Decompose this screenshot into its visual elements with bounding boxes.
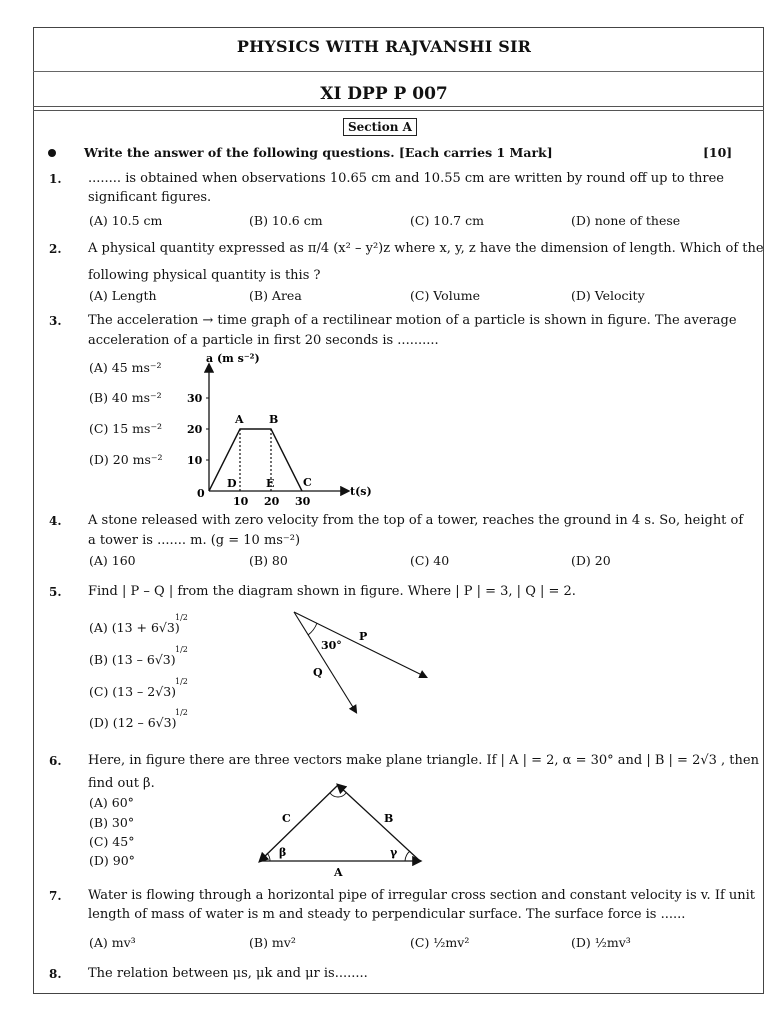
question-number: 7.	[49, 889, 62, 903]
gamma-arc	[405, 851, 410, 861]
question-text-line: A physical quantity expressed as π/4 (x² – y²)z where x, y, z have the dimension of length. Which of the	[88, 241, 764, 256]
beta-arc	[267, 853, 270, 861]
option: (C) 10.7 cm	[410, 213, 484, 228]
question-number: 6.	[49, 754, 62, 768]
question-text-line: following physical quantity is this ?	[88, 268, 321, 283]
origin-label: 0	[197, 487, 205, 500]
question-number: 3.	[49, 314, 62, 328]
beta-label: β	[279, 846, 287, 859]
option-exponent: 1/2	[175, 645, 188, 654]
option: (D) 20 ms⁻²	[89, 452, 163, 467]
option: (B) 40 ms⁻²	[89, 390, 162, 405]
option: (D) none of these	[571, 213, 681, 228]
option: (D) ½mv³	[571, 935, 631, 950]
y-tick-label: 30	[187, 392, 203, 405]
graph-point-label: C	[303, 476, 312, 489]
alpha-arc	[330, 793, 346, 797]
option: (C) ½mv²	[410, 935, 470, 950]
question-number: 8.	[49, 967, 62, 981]
option: (A) 60°	[89, 795, 134, 810]
x-axis-label: t(s)	[350, 485, 372, 498]
option-exponent: 1/2	[175, 613, 188, 622]
option: (C) Volume	[410, 288, 480, 303]
question-text-line: length of mass of water is m and steady to perpendicular surface. The surface force is ......	[88, 907, 686, 922]
bullet-icon	[48, 149, 56, 157]
option: (B) 80	[249, 553, 288, 568]
y-tick-label: 20	[187, 423, 203, 436]
header-divider-double-bottom	[33, 110, 764, 111]
question-text-line: A stone released with zero velocity from the top of a tower, reaches the ground in 4 s. So, height of	[88, 513, 744, 528]
question-text-line: The relation between μs, μk and μr is........	[88, 966, 368, 981]
question-text-line: ........ is obtained when observations 10.65 cm and 10.55 cm are written by round off up to three	[88, 171, 724, 186]
option: (D) 90°	[89, 853, 135, 868]
option: (C) 40	[410, 553, 450, 568]
acceleration-time-graph	[180, 345, 380, 510]
option: (B) 10.6 cm	[249, 213, 323, 228]
vector-q-label: Q	[313, 666, 323, 679]
question-number: 4.	[49, 514, 62, 528]
option: (C) (13 – 2√3)	[89, 684, 177, 699]
header-divider-double-top	[33, 106, 764, 107]
graph-point-label: D	[227, 477, 237, 490]
option: (A) (13 + 6√3)	[89, 620, 180, 635]
option: (A) 10.5 cm	[89, 213, 163, 228]
angle-label: 30°	[321, 639, 342, 652]
gamma-label: γ	[390, 846, 398, 859]
vector-c-label: C	[282, 812, 291, 825]
vector-triangle-diagram	[250, 778, 430, 878]
option-exponent: 1/2	[175, 708, 188, 717]
angle-arc	[308, 623, 317, 635]
x-tick-label: 20	[264, 495, 280, 508]
vector-b-label: B	[384, 812, 394, 825]
question-text-line: Water is flowing through a horizontal pipe of irregular cross section and constant velocity is v. If unit	[88, 888, 756, 903]
page-title: PHYSICS WITH RAJVANSHI SIR	[236, 37, 532, 56]
option: (A) mv³	[89, 935, 136, 950]
graph-line	[209, 429, 302, 491]
question-text-line: a tower is ....... m. (g = 10 ms⁻²)	[88, 533, 301, 548]
vector-c-arrow	[260, 785, 338, 861]
question-text-line: Here, in figure there are three vectors make plane triangle. If | A | = 2, α = 30° and | B | = 2√3 , then	[88, 753, 759, 768]
graph-point-label: B	[269, 413, 279, 426]
y-tick-label: 10	[187, 454, 203, 467]
question-text-line: find out β.	[88, 776, 155, 791]
option: (A) 160	[89, 553, 136, 568]
vector-b-arrow	[338, 785, 420, 861]
option-exponent: 1/2	[175, 677, 188, 686]
x-tick-label: 30	[295, 495, 311, 508]
vector-a-label: A	[334, 866, 343, 878]
y-axis-label: a (m s⁻²)	[206, 352, 260, 365]
option: (D) Velocity	[571, 288, 645, 303]
option: (A) 45 ms⁻²	[89, 360, 162, 375]
header-divider	[33, 71, 764, 72]
section-label: Section A	[343, 118, 417, 136]
option: (B) 30°	[89, 815, 135, 830]
question-text-line: The acceleration → time graph of a rectilinear motion of a particle is shown in figure. The average	[88, 313, 737, 328]
option: (B) Area	[249, 288, 302, 303]
option: (A) Length	[89, 288, 157, 303]
x-tick-label: 10	[233, 495, 249, 508]
question-text-line: acceleration of a particle in first 20 seconds is ..........	[88, 333, 439, 348]
option: (D) 20	[571, 553, 611, 568]
question-text-line: significant figures.	[88, 190, 212, 205]
option: (B) (13 – 6√3)	[89, 652, 176, 667]
page-subtitle: XI DPP P 007	[320, 84, 448, 104]
option: (C) 45°	[89, 834, 135, 849]
vector-p-label: P	[359, 630, 368, 643]
question-number: 5.	[49, 585, 62, 599]
option: (C) 15 ms⁻²	[89, 421, 163, 436]
graph-point-label: A	[235, 413, 244, 426]
graph-point-label: E	[266, 477, 275, 490]
instruction-text: Write the answer of the following questions. [Each carries 1 Mark]	[84, 145, 553, 160]
question-text-line: Find | P – Q | from the diagram shown in figure. Where | P | = 3, | Q | = 2.	[88, 584, 576, 599]
instruction-marks: [10]	[703, 145, 733, 160]
question-number: 1.	[49, 172, 62, 186]
question-number: 2.	[49, 242, 62, 256]
option: (D) (12 – 6√3)	[89, 715, 177, 730]
vector-angle-diagram	[285, 605, 435, 720]
option: (B) mv²	[249, 935, 296, 950]
